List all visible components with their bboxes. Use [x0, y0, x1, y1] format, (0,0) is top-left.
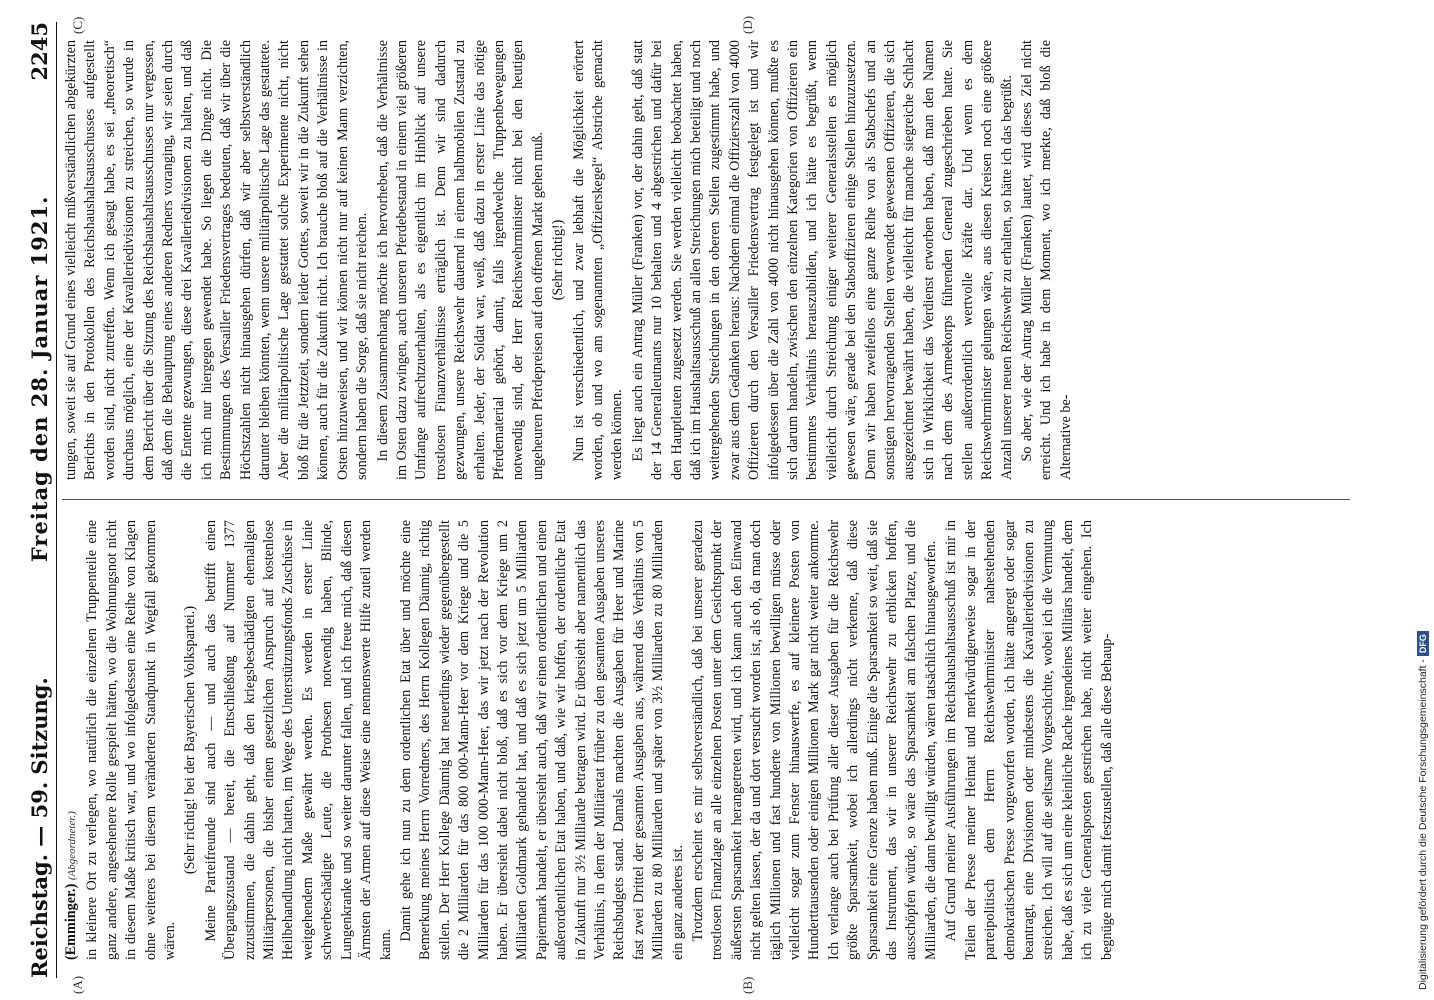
- paragraph: Damit gehe ich nun zu dem ordentlichen Etat über und möchte eine Bemerkung meines Herrn Vorredners, des Herrn Kollegen Däumig, richtig stellen. Der Herr Kollege Däumig hat neuerdings wieder gegenübergestellt die 2 Milliarden für das 800 000-Mann-Heer vor dem Kriege und die 5 Milliarden für das 100 000-Mann-Heer, das wir jetzt nach der Revolution haben. Er übersieht dabei nicht bloß, daß es sich vor dem Kriege um 2 Milliarden Goldmark gehandelt hat, und daß es sich jetzt um 5 Milliarden Papiermark handelt, er übersieht auch, daß wir einen ordentlichen und einen außerordentlichen Etat haben, und daß, wie wir hoffen, der ordentliche Etat in Zukunft nur 3½ Milliarde betragen wird. Er übersieht aber namentlich das Verhältnis, in dem der Militäretat früher zu den gesamten Ausgaben unseres Reichsbudgets stand. Damals machten die Ausgaben für Heer und Marine fast zwei Drittel der gesamten Ausgaben aus, während das Verhältnis von 5 Milliarden zu 80 Milliarden und später von 3½ Milliarden zu 80 Milliarden ein ganz anderes ist.: [397, 520, 686, 960]
- margin-letter-a: (A): [70, 975, 85, 994]
- page-header: [8, 22, 57, 978]
- interjection: (Sehr richtig! bei der Bayerischen Volkspartei.): [182, 605, 199, 875]
- paragraph: In diesem Zusammenhang möchte ich hervorheben, daß die Verhältnisse im Osten dazu zwingen, auch unseren Pferdebestand in einem viel größeren Umfange aufrechtzuerhalten, als es eigentlich im Hinblick auf unsere trostlosen Finanzverhältnisse erträglich ist. Denn wir sind dadurch gezwungen, unsere Reichswehr dauernd in einem halbmobilen Zustand zu erhalten. Jeder, der Soldat war, weiß, daß dazu in erster Linie das nötige Pferdematerial gehört, damit, falls irgendwelche Truppenbewegungen notwendig sind, der Herr Reichswehrminister nicht bei den heutigen ungeheuren Pferdepreisen auf den offenen Markt gehen muß.: [374, 40, 546, 480]
- digitization-credit: [1417, 0, 1429, 990]
- speaker-name: (Emminger.): [63, 883, 79, 960]
- paragraph: Es liegt auch ein Antrag Müller (Franken) vor, der dahin geht, daß statt der 14 Generalleutnants nur 10 behalten und 4 abgestrichen und dafür bei den Hauptleuten zugesetzt werden. Sie werden vielleicht beobachtet haben, daß ich im Haushaltsausschuß an allen Streichungen mich beteiligt und noch weitergehenden Streichungen in den oberen Stellen zugestimmt habe, und zwar aus dem Gedanken heraus: Nachdem einmal die Offizierszahl von 4000 Offizieren durch den Versailler Friedensvertrag festgelegt ist und wir infolgedessen über die Zahl von 4000 nicht hinausgehen können, mußte es sich darum handeln, zwischen den einzelnen Kategorien von Offizieren ein bestimmtes Verhältnis herauszubilden, und ich hätte es begrüßt, wenn vielleicht durch Streichung einiger weiterer Generalsstellen es möglich gewesen wäre, gerade bei den Stabsoffizieren einige Stellen hinzuzusetzen. Denn wir haben zweifellos eine ganze Reihe von als Stabschefs und an sonstigen hervorragenden Stellen verwendet gewesenen Offizieren, die sich ausgezeichnet bewährt haben, die vielleicht für manche siegreiche Schlacht sich in Wirklichkeit das Verdienst erworben haben, daß man den Namen nach dem des Armeekorps führenden General zugeschrieben hatte. Sie stellen außerordentlich wertvolle Kräfte dar. Und wenn es dem Reichswehrminister gelungen wäre, aus diesen Kreisen noch eine größere Anzahl unserer neuen Reichswehr zu erhalten, so hätte ich das begrüßt.: [629, 40, 1015, 480]
- digitization-sidebar: [1414, 0, 1434, 1000]
- column-divider: [62, 499, 1350, 500]
- speaker-line: [62, 520, 82, 960]
- paragraph: Trotzdem erscheint es mir selbstverständlich, daß bei unserer geradezu trostlosen Finanzlage an alle einzelnen Posten unter dem Gesichtspunkt der äußersten Sparsamkeit herangetreten wird, und ich kann auch den Einwand nicht gelten lassen, der da und dort versucht worden ist, als ob, da man doch täglich Millionen und fast hunderte von Millionen bewilligen müsse oder vielleicht sogar zum Fenster hinauswerfe, es auf kleinere Posten von Hunderttausenden oder einigen Millionen Mark gar nicht weiter ankomme. Ich verlange auch bei Prüfung aller dieser Ausgaben für die Reichswehr größte Sparsamkeit, wobei ich allerdings nicht verkenne, daß diese Sparsamkeit eine Grenze haben muß. Einige die Sparsamkeit so weit, daß sie das Instrument, das wir in unserer Reichswehr zu erblicken hoffen, ausschöpfen würde, so wäre das Sparsamkeit am falschen Platze, und die Milliarden, die dann bewilligt würden, wären tatsächlich hinausgeworfen.: [690, 520, 939, 960]
- page-number: 2245: [27, 22, 52, 81]
- paragraph: So aber, wie der Antrag Müller (Franken) lautet, wird dieses Ziel nicht erreicht. Und ich habe in dem Moment, wo ich merkte, daß bloß die Alternative be-: [1018, 40, 1074, 480]
- right-column: [62, 40, 1350, 480]
- paragraph: Meine Parteifreunde sind auch — und auch das betrifft einen Übergangszustand — bereit, die Entschließung auf Nummer 1377 zuzustimmen, die dahin geht, daß den kriegsbeschädigten ehemaligen Militärpersonen, die bisher einen gesetzlichen Anspruch auf kostenlose Heilbehandlung nicht hatten, im Wege des Unterstützungsfonds Zuschüsse in weitgehendem Maße gewährt werden. Es werden in erster Linie schwerbeschädigte Leute, die Prothesen notwendig haben, Blinde, Lungenkranke und so weiter darunter fallen, und ich freue mich, daß diesen Ärmsten der Armen auf diese Weise eine nennenswerte Hilfe zuteil werden kann.: [202, 520, 394, 960]
- header-date: Freitag den 28. Januar 1921.: [27, 195, 52, 563]
- interjection: (Sehr richtig!): [550, 219, 567, 301]
- paragraph: in kleinere Ort zu verlegen, wo natürlich die einzelnen Truppenteile eine ganz andere, angesehenere Rolle gespielt hätten, wo die Wohnungsnot nicht in diesem Maße kritisch war, und wo infolgedessen eine Reihe von Klagen ohne weiteres bei diesem veränderten Standpunkt in Wegfall gekommen wären.: [84, 520, 179, 960]
- paragraph: tungen, soweit sie auf Grund eines vielleicht mißverständlichen abgekürzten Berichts in den Protokollen des Reichshaushaltsausschusses aufgestellt worden sind, nicht zutreffen. Wenn ich gesagt habe, es sei „theoretisch“ durchaus möglich, eine der Kavalleriedivisionen zu streichen, so wurde in dem Bericht über die Sitzung des Reichshaushaltsausschusses nur vergessen, daß dem die Behauptung eines anderen Redners voranging, wir seien durch die Entente gezwungen, diese drei Kavalleriedivisionen zu halten, und daß ich mich nur hiergegen gewendet habe. So liegen die Dinge nicht. Die Bestimmungen des Versailler Friedensvertrages bedeuten, daß wir über die Höchstzahlen nicht hinausgehen dürfen, daß wir aber selbstverständlich darunter bleiben könnten, wenn unsere militärpolitische Lage das gestattete. Aber die militärpolitische Lage gestattet solche Experimente nicht, nicht bloß für die Jetztzeit, sondern leider Gottes, soweit wir in die Zukunft sehen können, auch für die Zukunft nicht. Ich brauche bloß auf die Verhältnisse in Osten hinzuweisen, und wir können nicht nur auf keinen Mann verzichten, sondern haben die Sorge, daß sie nicht reichen.: [63, 40, 371, 480]
- margin-letter-d: (D): [740, 15, 755, 34]
- paragraph: Nun ist verschiedentlich, und zwar lebhaft die Möglichkeit erörtert worden, ob und wo am sogenannten „Offizierskegel“ Abstriche gemacht werden können.: [570, 40, 626, 480]
- dfg-logo: DFG: [1417, 631, 1429, 656]
- left-column: [62, 520, 1350, 960]
- header-left: Reichstag. — 59. Sitzung.: [27, 677, 52, 978]
- credit-text: Digitalisierung gefördert durch die Deutsche Forschungsgemeinschaft -: [1417, 659, 1429, 990]
- paragraph: Auf Grund meiner Ausführungen im Reichshaushaltsausschuß ist mir in Teilen der Presse meiner Heimat und merkwürdigerweise sogar in der parteipolitisch dem Herrn Reichswehrminister nahestehenden demokratischen Presse vorgeworfen worden, ich hätte angeregt oder sogar beantragt, eine Divisionen oder mindestens die Kavalleriedivisionen zu streichen. Ich will auf die seltsame Vorgeschichte, wobei ich die Vermutung habe, daß es sich um eine kleinliche Rache irgendeines Militärs handelt, dem ich zu viele Generalsposten gestrichen habe, nicht weiter eingehen. Ich begnüge mich damit festzustellen, daß alle diese Behaup-: [943, 520, 1115, 960]
- speaker-note: (Abgeordneter.): [66, 811, 78, 881]
- margin-letter-b: (B): [740, 976, 755, 994]
- margin-letter-c: (C): [70, 16, 85, 34]
